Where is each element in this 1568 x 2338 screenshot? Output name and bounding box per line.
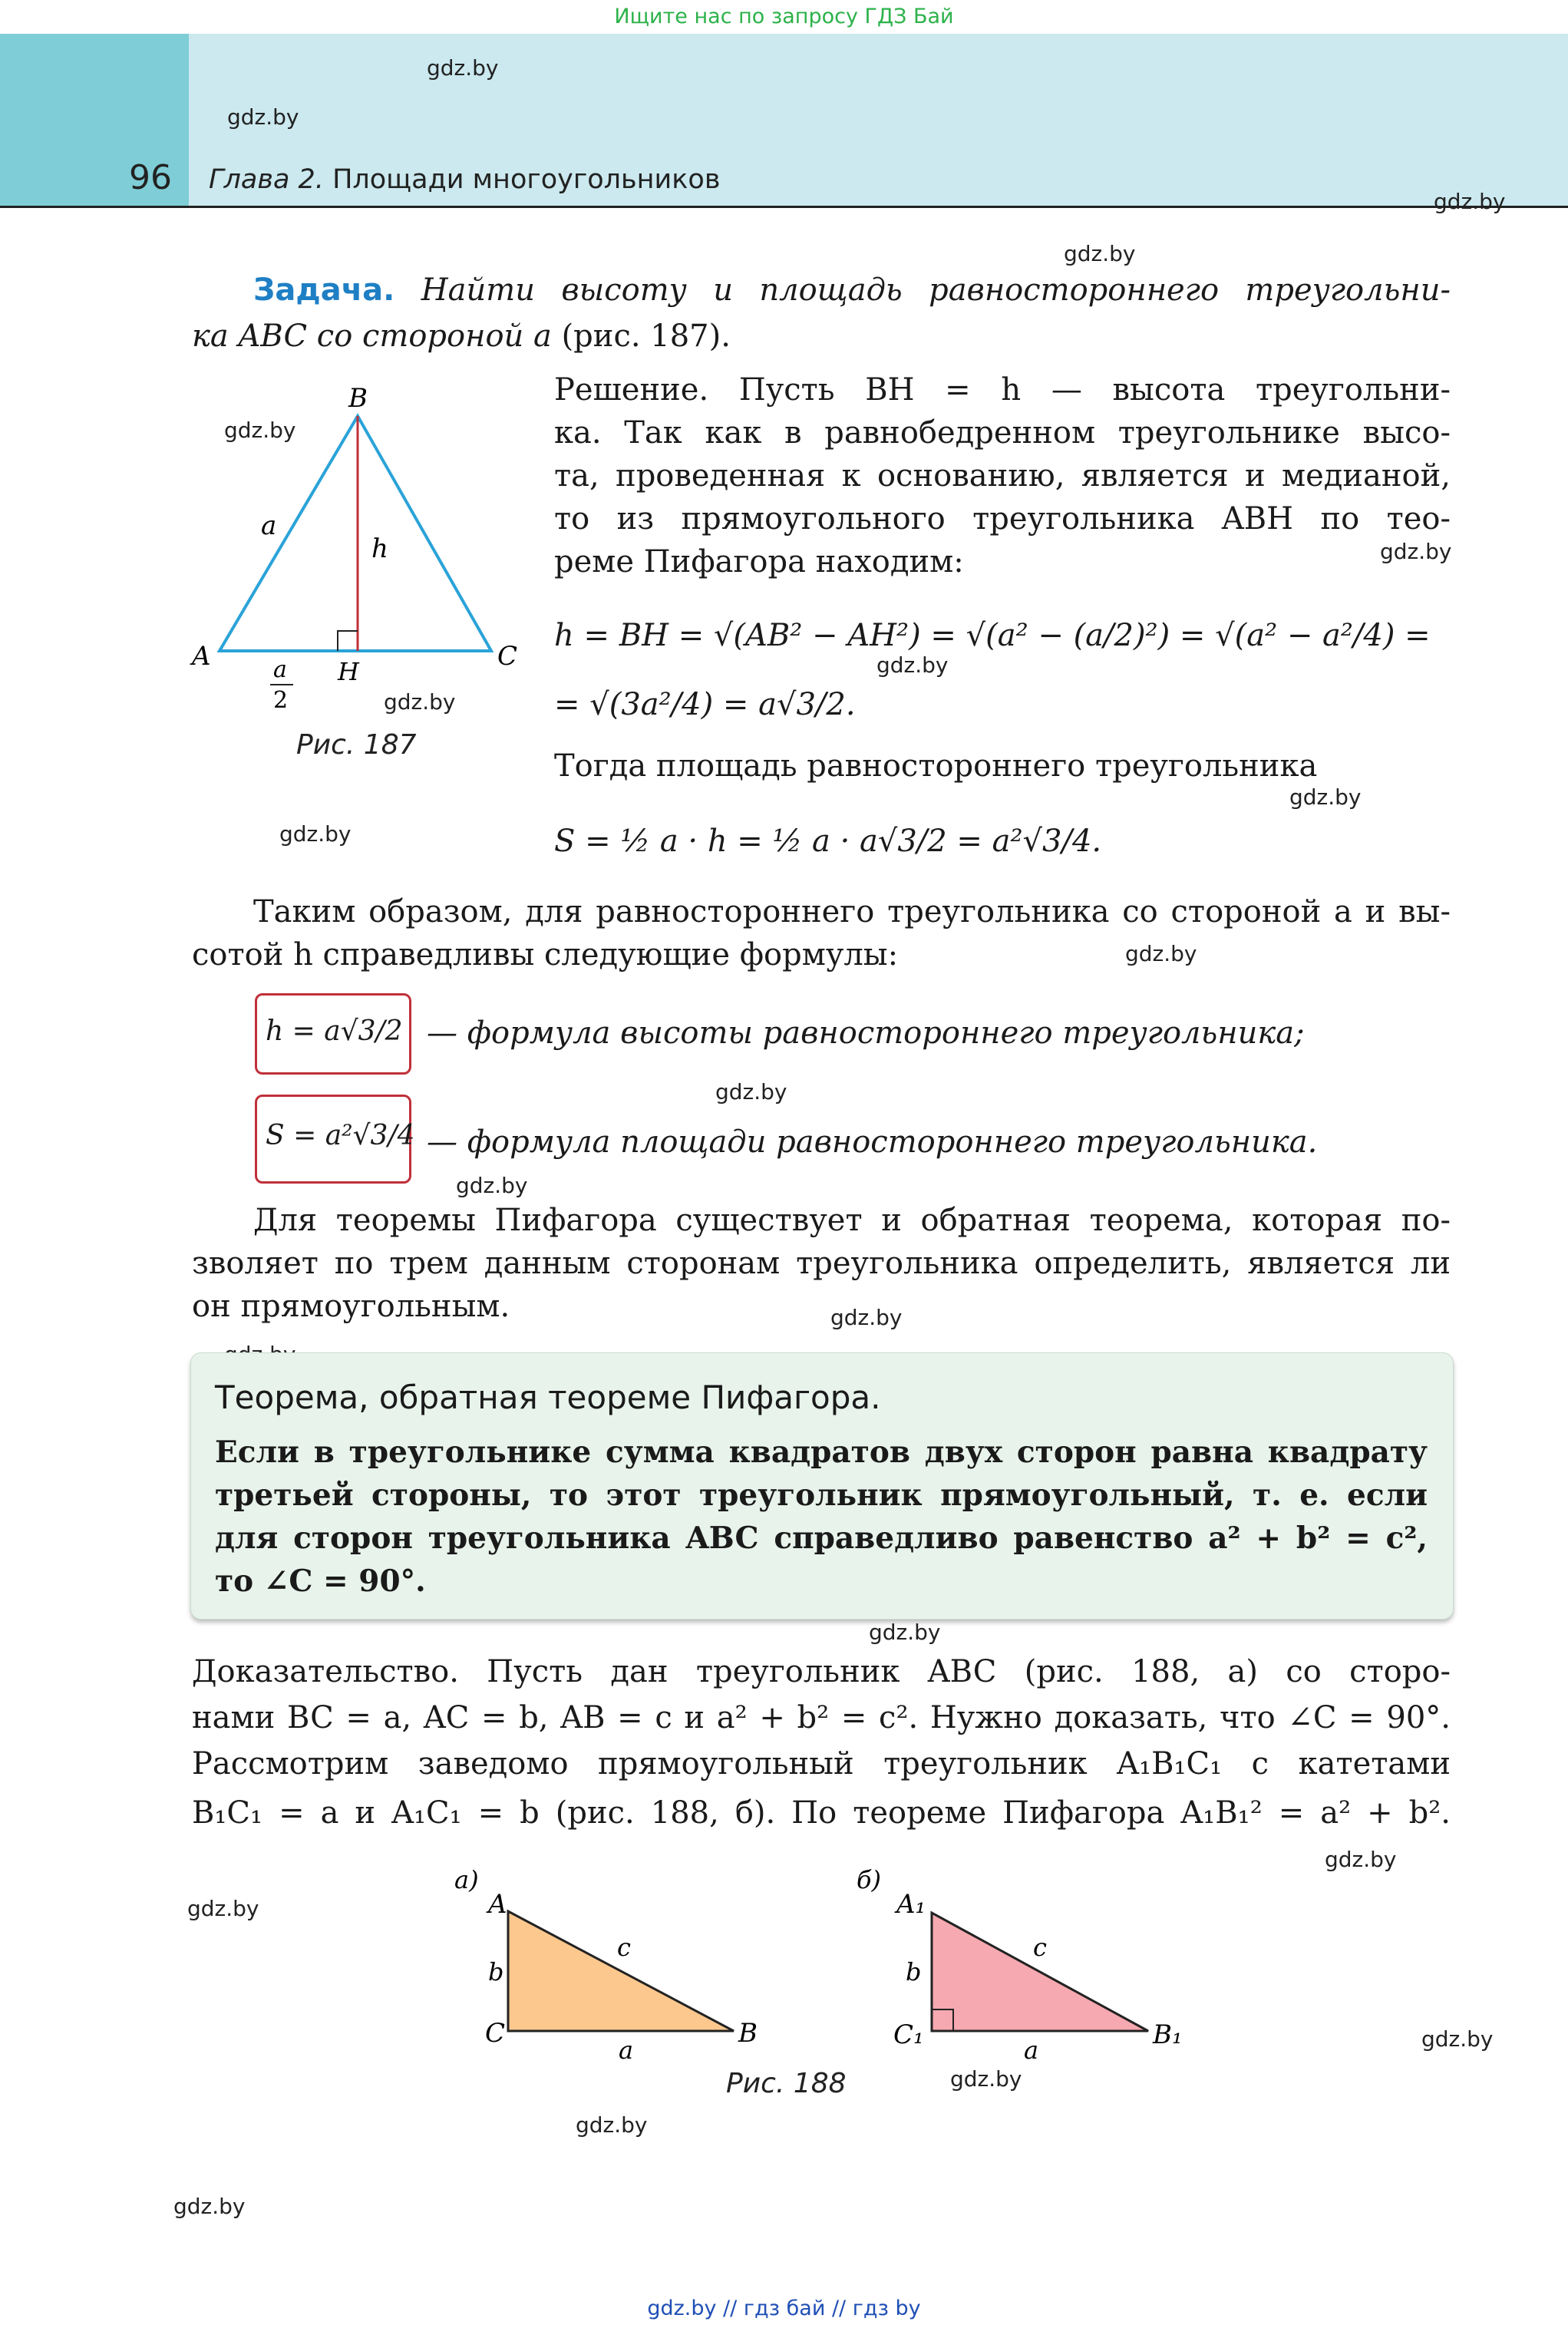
- fig188b-label-a: a: [1024, 2036, 1039, 2065]
- converse-intro-1: Для теоремы Пифагора существует и обратная теорема, которая по-: [253, 1203, 1451, 1238]
- watermark: gdz.by: [1125, 941, 1197, 966]
- watermark: gdz.by: [187, 1896, 259, 1921]
- solution-line-5: реме Пифагора находим:: [554, 544, 964, 580]
- watermark: gdz.by: [1434, 189, 1506, 214]
- area-derivation: S = ½ a · h = ½ a · a√3/2 = a²√3/4.: [554, 824, 1102, 859]
- task-line-2: [192, 315, 731, 358]
- solution-line-3: та, проведенная к основанию, является и медианой,: [554, 458, 1451, 494]
- fig188b-label-c: c: [1033, 1933, 1047, 1962]
- watermark: gdz.by: [1289, 784, 1362, 810]
- proof-line-3: Рассмотрим заведомо прямоугольный треугольник A₁B₁C₁ с катетами: [192, 1746, 1451, 1782]
- watermark: gdz.by: [576, 2112, 648, 2138]
- theorem-line-3: для сторон треугольника ABC справедливо равенство a² + b² = c²,: [215, 1521, 1428, 1556]
- watermark: gdz.by: [715, 1079, 787, 1105]
- watermark: gdz.by: [279, 821, 352, 847]
- area-formula: S = a²√3/4: [266, 1120, 415, 1151]
- watermark: gdz.by: [1325, 1847, 1397, 1872]
- theorem-title: Теорема, обратная теореме Пифагора.: [215, 1379, 881, 1416]
- footer-links[interactable]: gdz.by // гдз бай // гдз by: [647, 2297, 921, 2320]
- triangle-a1b1c1: [932, 1913, 1148, 2031]
- fig188b-tag: б): [857, 1865, 882, 1894]
- figure-187-caption: Рис. 187: [296, 729, 417, 761]
- proof-line-2: нами BC = a, AC = b, AB = c и a² + b² = c². Нужно доказать, что ∠C = 90°.: [192, 1700, 1451, 1735]
- theorem-line-4: то ∠C = 90°.: [215, 1564, 426, 1599]
- label-half-den: 2: [273, 687, 289, 714]
- height-formula: h = a√3/2: [266, 1015, 403, 1047]
- height-derivation-2: = √(3a²/4) = a√3/2.: [554, 687, 856, 722]
- top-banner: Ищите нас по запросу ГДЗ Бай: [614, 5, 954, 28]
- fig188b-label-b: b: [906, 1957, 922, 1986]
- area-formula-desc: — формула площади равностороннего треугольника.: [427, 1124, 1318, 1160]
- watermark: gdz.by: [950, 2066, 1022, 2092]
- solution-line-2: ка. Так как в равнобедренном треугольнике высо-: [554, 415, 1451, 451]
- proof-line-1: Доказательство. Пусть дан треугольник ABC (рис. 188, а) со сторо-: [192, 1654, 1451, 1689]
- watermark: gdz.by: [384, 689, 456, 715]
- converse-intro-2: зволяет по трем данным сторонам треугольника определить, является ли: [192, 1246, 1451, 1281]
- triangle-abc: [508, 1911, 734, 2031]
- watermark: gdz.by: [456, 1173, 528, 1198]
- solution-line-1: Решение. Пусть BH = h — высота треугольни-: [554, 372, 1451, 408]
- height-formula-desc: — формула высоты равностороннего треугольника;: [427, 1015, 1305, 1051]
- fig188a-label-a: a: [619, 2036, 634, 2065]
- watermark: gdz.by: [1064, 241, 1136, 266]
- area-intro: Тогда площадь равностороннего треугольника: [554, 748, 1318, 784]
- chapter-label: Глава 2.: [209, 164, 324, 195]
- watermark: gdz.by: [173, 2194, 246, 2219]
- theorem-line-1: Если в треугольнике сумма квадратов двух сторон равна квадрату: [215, 1435, 1428, 1470]
- header-rule: [0, 206, 1568, 208]
- watermark: gdz.by: [830, 1305, 903, 1330]
- chapter-heading: [209, 164, 720, 195]
- chapter-title: Площади многоугольников: [332, 164, 721, 195]
- label-C: C: [497, 641, 518, 672]
- page-number: 96: [129, 158, 172, 197]
- watermark: gdz.by: [1421, 2026, 1494, 2052]
- watermark: gdz.by: [224, 418, 296, 443]
- label-side-a: a: [261, 510, 277, 541]
- task-text-2: ка ABC со стороной a: [192, 319, 552, 354]
- task-figure-ref: (рис. 187).: [561, 319, 731, 354]
- fig188b-label-B1: B₁: [1153, 2019, 1183, 2050]
- figure-187: [184, 376, 537, 714]
- fig188a-label-c: c: [617, 1933, 631, 1962]
- label-H: H: [338, 657, 359, 686]
- right-angle-mark: [338, 631, 358, 651]
- watermark: gdz.by: [876, 652, 949, 678]
- proof-line-4: B₁C₁ = a и A₁C₁ = b (рис. 188, б). По теореме Пифагора A₁B₁² = a² + b².: [192, 1795, 1451, 1831]
- watermark: gdz.by: [1380, 539, 1452, 564]
- label-half-num: a: [273, 656, 287, 683]
- watermark: gdz.by: [427, 55, 499, 81]
- fig188b-label-A1: A₁: [896, 1889, 926, 1920]
- converse-intro-3: он прямоугольным.: [192, 1289, 510, 1324]
- conclusion-line-2: сотой h справедливы следующие формулы:: [192, 937, 899, 973]
- watermark: gdz.by: [227, 104, 299, 130]
- fig188a-label-b: b: [488, 1957, 504, 1986]
- figure-188-caption: Рис. 188: [726, 2068, 847, 2099]
- fig188a-label-C: C: [485, 2018, 506, 2049]
- fig188a-label-A: A: [488, 1889, 507, 1920]
- label-A: A: [192, 641, 211, 672]
- conclusion-line-1: Таким образом, для равностороннего треугольника со стороной a и вы-: [253, 894, 1451, 930]
- figure-188: [445, 1858, 1228, 2080]
- height-derivation-1: h = BH = √(AB² − AH²) = √(a² − (a/2)²) = √(a² − a²/4) =: [554, 618, 1431, 653]
- fig188b-label-C1: C₁: [893, 2019, 924, 2050]
- solution-line-4: то из прямоугольного треугольника ABH по тео-: [554, 501, 1451, 537]
- fig188a-tag: а): [454, 1865, 479, 1894]
- label-h: h: [371, 533, 388, 564]
- label-B: B: [348, 383, 368, 414]
- watermark: gdz.by: [869, 1620, 941, 1645]
- task-label: Задача.: [253, 272, 395, 308]
- task-line-1: [253, 269, 1451, 312]
- theorem-line-2: третьей стороны, то этот треугольник прямоугольный, т. е. если: [215, 1478, 1428, 1513]
- fig188a-label-B: B: [738, 2018, 758, 2049]
- task-text-1: Найти высоту и площадь равностороннего треугольни-: [421, 272, 1451, 308]
